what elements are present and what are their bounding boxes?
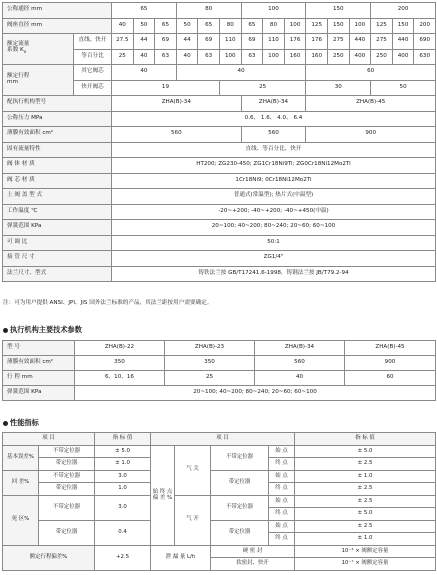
bonnet-row: 上 阀 盖 型 式 普通式(常温型); 热片式(中温型) [3, 189, 436, 205]
spec-table [2, 2, 436, 282]
actuator-area-row: 薄膜有效面积 cm² 350 350 560 900 [3, 356, 436, 371]
actuator-row: 配执行机构型号 ZHA(B)-34 ZHA(B)-34 ZHA(B)-45 [3, 96, 436, 112]
adjust-row: 可 调 比 50:1 [3, 235, 436, 251]
cv-label: 额定流量 系数 $K_v$ [3, 34, 74, 65]
pipe-row: 接 管 尺 寸 ZG1/4" [3, 251, 436, 267]
stroke-fast-row: 快开阀芯 19 25 30 50 [3, 80, 436, 96]
actuator-model-row: 型 号 ZHA(B)-22 ZHA(B)-23 ZHA(B)-34 ZHA(B)-45 [3, 341, 436, 356]
perf-table [2, 432, 436, 571]
core-mat-row: 阀 芯 材 质 1Cr18Ni9; 0Cr18Ni12Mo2Ti [3, 173, 436, 189]
actuator-section-title: 执行机构主要技术参数 [3, 325, 82, 335]
perf-row-7: 带定位器 0.4 带定位器 始 点 ± 2.5 [3, 520, 436, 533]
perf-row-10: 软密封、快开 10⁻⁷ × 阀额定容量 [3, 558, 436, 571]
cv-linear-row: 额定流量 系数 $K_v$ 直线、快开 27.5 44 69 44 69 110 69 110 176 176 275 440 275 440 690 [3, 34, 436, 50]
body-mat-row: 阀 体 材 质 HT200; ZG230-450; ZG1Cr18Ni9Ti; ZG0Cr18Ni12Mo2Ti [3, 158, 436, 174]
actuator-table [2, 340, 436, 401]
perf-header-row: 项 目 指 标 值 项 目 指 标 值 [3, 433, 436, 446]
perf-section-title: 性能指标 [3, 418, 39, 428]
stroke-other-row: 额定行程 mm 其它阀芯 40 40 60 [3, 65, 436, 81]
perf-row-5: 死 区% 不带定位器 3.0 气 开 不带定位器 始 点 ± 2.5 [3, 495, 436, 508]
area-row: 薄膜有效面积 cm² 560 560 900 [3, 127, 436, 143]
pressure-row: 公称压力 MPa 0.6、 1.6、 4.0、 6.4 [3, 111, 436, 127]
seat-dia-row: 阀座直径 mm 40 50 65 50 65 80 65 80 100 125 150 100 125 150 200 [3, 18, 436, 34]
perf-row-8: 终 点 ± 1.0 [3, 533, 436, 546]
perf-row-9: 额定行程偏差% +2.5 泄 漏 量 L/h 硬 密 封 10⁻⁴ × 阀额定容量 [3, 545, 436, 558]
temp-row: 工作温度 ℃ -20~+200; -40~+200; -40~+450(中温) [3, 204, 436, 220]
stroke-label: 额定行程 mm [3, 65, 74, 96]
flow-char-row: 固有流量特性 直线、等百分比、快开 [3, 142, 436, 158]
bullet-icon [3, 328, 8, 333]
actuator-stroke-row: 行 程 mm 6、10、16 25 40 60 [3, 371, 436, 386]
perf-row-1: 基本误差% 不带定位器 ± 5.0 始 终 点 偏 差 % 气 关 不带定位器 始 点 ± 5.0 [3, 445, 436, 458]
flange-row: 法兰尺寸、型式 铸铁法兰按 GB/T17241.6-1998，铸钢法兰按 JB/T79.2-94 [3, 266, 436, 282]
perf-row-6: 终 点 ± 5.0 [3, 508, 436, 521]
bullet-icon [3, 421, 8, 426]
actuator-spring-row: 弹簧范围 KPa 20~100; 40~200; 80~240; 20~60; 60~100 [3, 386, 436, 401]
perf-row-4: 带定位器 1.0 终 点 ± 2.5 [3, 483, 436, 496]
perf-row-2: 带定位器 ± 1.0 终 点 ± 2.5 [3, 458, 436, 471]
spring-row: 弹簧范围 KPa 20~100; 40~200; 80~240; 20~60; 60~100 [3, 220, 436, 236]
footnote: 注：可为用户提供 ANSI、JPI、JIS 国外法兰标准的产品，其法兰距按用户需要确定。 [3, 300, 213, 306]
cv-eq-row: 等百分比 25 40 63 40 63 100 63 100 160 160 250 400 250 400 630 [3, 49, 436, 65]
nominal-dia-row: 公称通经 mm 65 80 100 150 200 [3, 3, 436, 19]
perf-row-3: 回 差% 不带定位器 3.0 带定位器 始 点 ± 1.0 [3, 470, 436, 483]
